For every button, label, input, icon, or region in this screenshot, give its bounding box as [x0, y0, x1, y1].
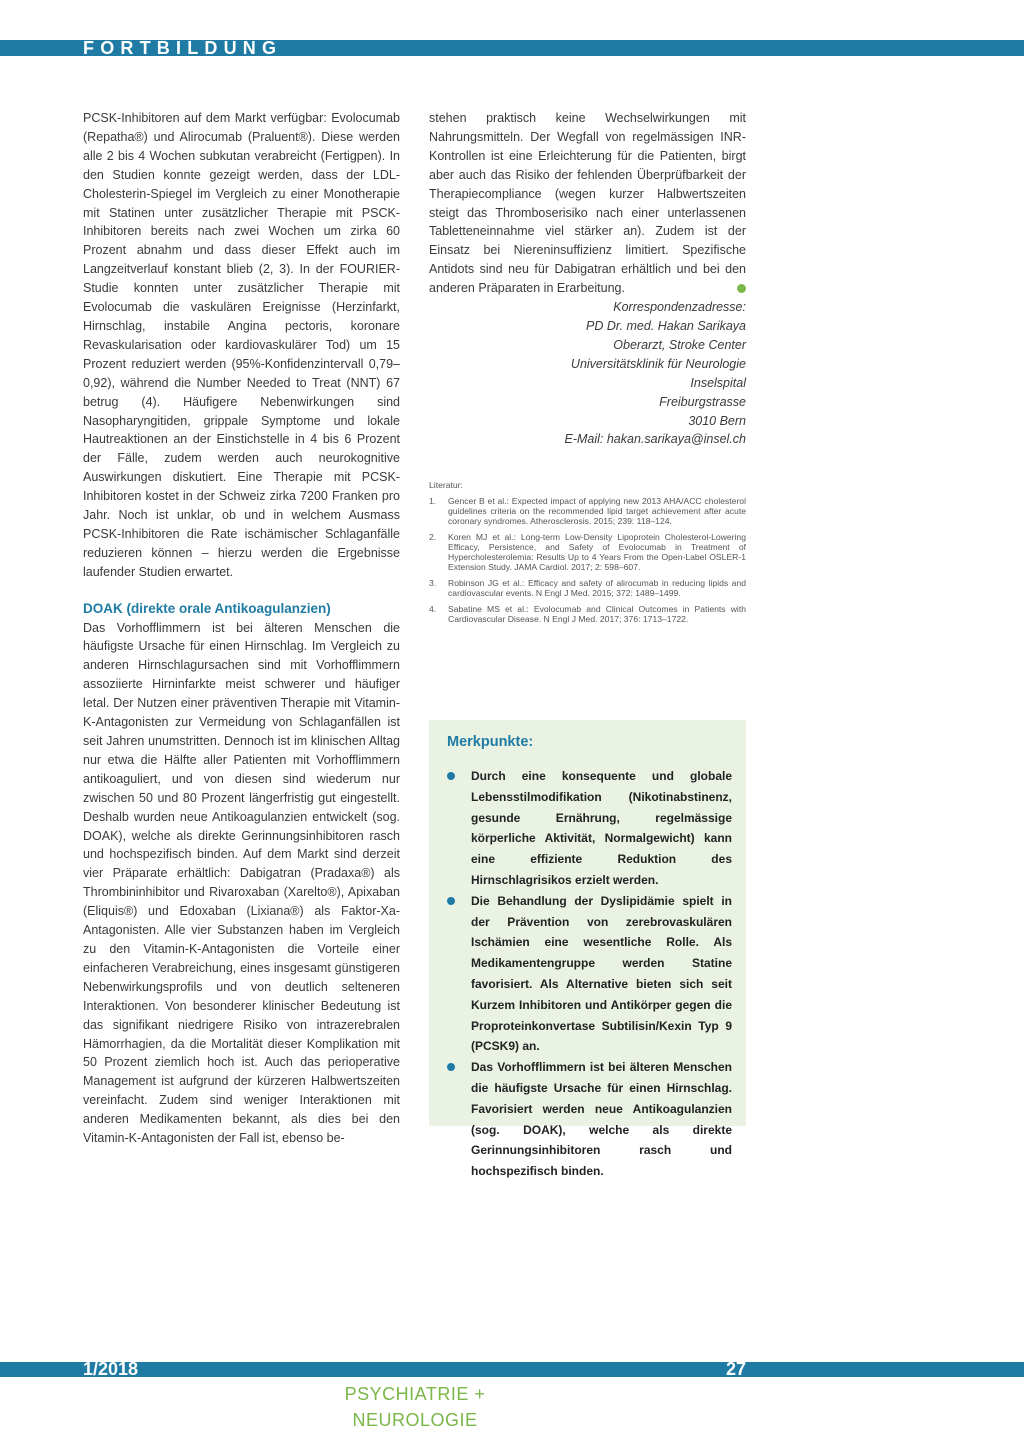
literature-text: Gencer B et al.: Expected impact of applying new 2013 AHA/ACC cholesterol guidelines criteria on the recommended lipid target achievement after acute coronary syndromes. Atherosclerosis. 2015; 239: 118–124. [448, 496, 746, 526]
merkpunkte-box [429, 720, 746, 1179]
end-of-article-dot-icon [737, 284, 746, 293]
bullet-icon [447, 897, 455, 905]
literature-item [429, 496, 746, 526]
contact-line: Korrespondenzadresse: [613, 300, 746, 315]
bullet-icon [447, 772, 455, 780]
merkpunkte-item [447, 766, 732, 891]
merkpunkte-item [447, 891, 732, 1057]
literature-list [429, 496, 746, 630]
contact-line: PD Dr. med. Hakan Sarikaya [585, 318, 746, 333]
literature-number: 1. [429, 496, 437, 506]
merkpunkte-list [447, 766, 732, 1182]
page-number: 27 [725, 1359, 746, 1379]
body-paragraph: Das Vorhofflimmern ist bei älteren Menschen die häufigste Ursache für einen Hirnschlag. Im Vergleich zu anderen Hirnschlagursachen sind mit Vorhofflimmern assoziierte Hirninfarkte meist schwerer und häufiger letal. Der Nutzen einer präventiven Therapie mit Vitamin-K-Antagonisten zur Vermeidung von Schlaganfällen ist seit Jahren unumstritten. Dennoch ist im klinischen Alltag nur etwa die Hälfte aller Patienten mit Vorhofflimmern antikoaguliert, und von diesen sind wiederum nur zwischen 50 und 80 Prozent längerfristig gut eingestellt. Deshalb wurden neue Antikoagulanzien entwickelt (sog. DOAK), welche als direkte Gerinnungsinhibitoren rasch und hochspezifisch binden. Auf dem Markt sind derzeit vier Präparate erhältlich: Dabigatran (Pradaxa®) als Thrombininhibitor und Rivaroxaban (Xarelto®), Apixaban (Eliquis®) und Edoxaban (Lixiana®) als Faktor-Xa-Antagonisten. Alle vier Substanzen haben im Vergleich zu den Vitamin-K-Antagonisten die Vorteile einer einfacheren Verabreichung, eines insgesamt günstigeren Nebenwirkungsprofils und von deutlich selteneren Interaktionen. Von besonderer klinischer Bedeutung ist das signifikant niedrigere Risiko von intrazerebralen Hämorrhagien, da die Mortalität dieser Komplikation mit 50 Prozent ziemlich hoch ist. Auch das perioperative Management ist aufgrund der kürzeren Halbwertszeiten vereinfacht. Zudem sind weniger Interaktionen mit anderen Medikamenten bekannt, als dies bei den Vitamin-K-Antagonisten der Fall ist, ebenso be- [83, 620, 400, 1146]
contact-line: Oberarzt, Stroke Center [613, 337, 746, 352]
literature-text: Robinson JG et al.: Efficacy and safety of alirocumab in reducing lipids and cardiovascular events. N Engl J Med. 2015; 372: 1489–1499. [448, 578, 746, 598]
merkpunkte-title: Merkpunkte: [447, 734, 534, 750]
contact-address [429, 298, 746, 449]
journal-title: PSYCHIATRIE + NEUROLOGIE [344, 1384, 486, 1430]
contact-line: 3010 Bern [688, 413, 746, 428]
contact-email[interactable]: E-Mail: hakan.sarikaya@insel.ch [564, 432, 746, 447]
literature-number: 2. [429, 532, 437, 542]
merkpunkte-text: Die Behandlung der Dyslipidämie spielt in der Prävention von zerebrovaskulären Ischämien eine wesentliche Rolle. Als Medikamentengruppe werden Statine favorisiert. Als Alternative bieten sich seit Kurzem Inhibitoren und Antikörper gegen die Proproteinkonvertase Subtilisin/Kexin Typ 9 (PCSK9) an. [471, 893, 732, 1054]
literature-number: 3. [429, 578, 437, 588]
issue-number: 1/2018 [83, 1359, 139, 1379]
section-heading: DOAK (direkte orale Antikoagulanzien) [83, 600, 331, 616]
literature-item [429, 604, 746, 624]
body-paragraph: PCSK-Inhibitoren auf dem Markt verfügbar: Evolocumab (Repatha®) und Alirocumab (Praluent®). Diese werden alle 2 bis 4 Wochen subkutan verabreicht (Fertigpen). In den Studien konnte gezeigt werden, dass der LDL-Cholesterin-Spiegel im Vergleich zu einer Monotherapie mit Statinen unter zusätzlicher Therapie mit PSCK-Inhibitoren bereits nach zwei Wochen um zirka 60 Prozent abnahm und dass dieser Effekt auch im Langzeitverlauf konstant blieb (2, 3). In der FOURIER-Studie konnten unter zusätzlicher Therapie mit Evolocumab die vaskulären Ereignisse (Herzinfarkt, Hirnschlag, instabile Angina pectoris, koronare Revaskularisation oder kardiovaskulärer Tod) um 15 Prozent reduziert werden (95%-Konfidenzintervall 0,79–0,92), während die Number Needed to Treat (NNT) 67 betrug (4). Häufigere Nebenwirkungen sind Nasopharyngitiden, grippale Symptome und lokale Hautreaktionen an der Einstichstelle in 4 bis 6 Prozent der Fälle, zudem werden auch neurokognitive Auswirkungen diskutiert. Eine Therapie mit PCSK-Inhibitoren kostet in der Schweiz zirka 7200 Franken pro Jahr. Noch ist unklar, ob und in welchem Ausmass PCSK-Inhibitoren die Rate ischämischer Schlaganfälle reduzieren können – hierzu werden die Ergebnisse laufender Studien erwartet. [83, 111, 400, 579]
merkpunkte-text: Das Vorhofflimmern ist bei älteren Menschen die häufigste Ursache für einen Hirnschlag. Favorisiert werden neue Antikoagulanzien (sog. DOAK), welche als direkte Gerinnungsinhibitoren rasch und hochspezifisch binden. [471, 1060, 732, 1179]
literature-number: 4. [429, 604, 437, 614]
merkpunkte-item [447, 1057, 732, 1182]
body-paragraph-text: stehen praktisch keine Wechselwirkungen mit Nahrungsmitteln. Der Wegfall von regelmässigen INR-Kontrollen ist eine Erleichterung für die Patienten, birgt aber auch das Risiko der fehlenden Überprüfbarkeit der Therapiecompliance (wegen kurzer Halbwertszeiten steigt das Thromboserisiko nach einer unterlassenen Tabletteneinnahme viel stärker an). Zudem ist der Einsatz bei Niereninsuffizienz limitiert. Spezifische Antidots sind neu für Dabigatran erhältlich und bei den anderen Präparaten in Erarbeitung. [429, 111, 746, 296]
contact-line: Universitätsklinik für Neurologie [570, 356, 746, 371]
literature-label: Literatur: [429, 480, 463, 490]
contact-line: Inselspital [690, 375, 746, 390]
left-column [83, 109, 400, 1148]
bullet-icon [447, 1063, 455, 1071]
literature-item [429, 578, 746, 598]
literature-item [429, 532, 746, 572]
right-column [429, 109, 746, 449]
section-label: FORTBILDUNG [83, 38, 283, 58]
contact-line: Freiburgstrasse [659, 394, 746, 409]
body-paragraph [429, 109, 746, 298]
merkpunkte-text: Durch eine konsequente und globale Lebensstilmodifikation (Nikotinabstinenz, gesunde Ernährung, regelmässige körperliche Aktivität, Normalgewicht) kann eine effiziente Reduktion des Hirnschlagrisikos erzielt werden. [471, 769, 732, 887]
literature-text: Sabatine MS et al.: Evolocumab and Clinical Outcomes in Patients with Cardiovascular Disease. N Engl J Med. 2017; 376: 1713–1722. [448, 604, 746, 624]
literature-text: Koren MJ et al.: Long-term Low-Density Lipoprotein Cholesterol-Lowering Efficacy, Persistence, and Safety of Evolocumab in Treatment of Hypercholesterolemia: Results Up to 4 Years From the Open-Label OSLER-1 Extension Study. JAMA Cardiol. 2017; 2: 598–607. [448, 532, 746, 572]
footer-band [0, 1362, 1024, 1377]
